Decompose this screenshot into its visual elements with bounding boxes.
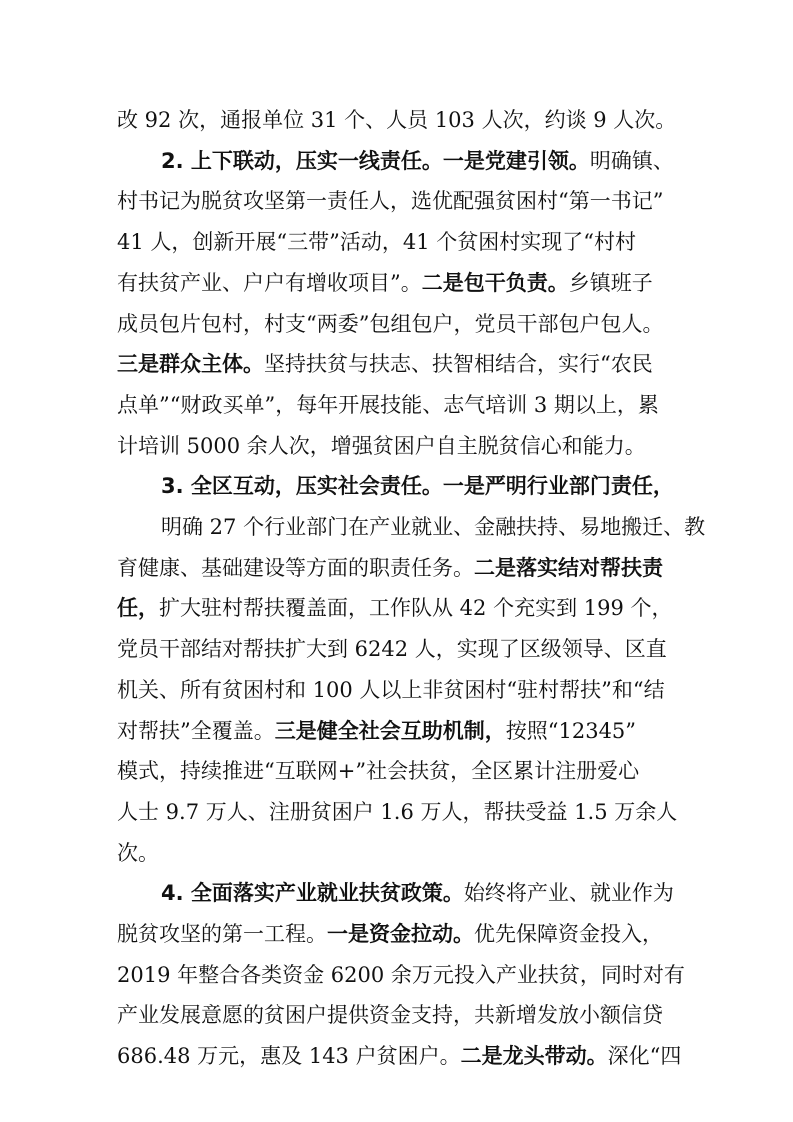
bold-heading-text: 二是包干负责。: [421, 270, 569, 295]
text-line: [0, 511, 793, 543]
text-line: [0, 226, 793, 258]
text-line: [0, 959, 793, 991]
body-text: 人士 9.7 万人、注册贫困户 1.6 万人，帮扶受益 1.5 万余人: [117, 799, 678, 824]
body-text: 明确镇、: [589, 148, 674, 173]
body-text: 机关、所有贫困村和 100 人以上非贫困村“驻村帮扶”和“结: [117, 677, 665, 702]
text-line: [0, 348, 793, 380]
body-text: 686.48 万元，惠及 143 户贫困户。: [117, 1044, 461, 1069]
bold-heading-text: 3. 全区互动，压实社会责任。一是严明行业部门责任，: [161, 474, 674, 499]
bold-heading-text: 4. 全面落实产业就业扶贫政策。: [161, 881, 464, 906]
bold-heading-text: 一是资金拉动。: [327, 922, 474, 946]
bold-heading-text: 二是龙头带动。: [460, 1044, 608, 1069]
body-text: 乡镇班子: [568, 270, 653, 295]
text-line: [0, 470, 793, 502]
body-text: 计培训 5000 余人次，增强贫困户自主脱贫信心和能力。: [117, 433, 646, 458]
text-line: [0, 145, 793, 177]
body-text: 深化“四: [607, 1044, 682, 1069]
text-line: [0, 715, 793, 747]
body-text: 有扶贫产业、户户有增收项目”。: [117, 270, 422, 295]
body-text: 脱贫攻坚的第一工程。: [117, 922, 327, 946]
text-line: [0, 185, 793, 217]
body-text: 始终将产业、就业作为: [463, 881, 674, 906]
text-line: [0, 877, 793, 909]
body-text: 明确 27 个行业部门在产业就业、金融扶持、易地搬迁、教: [161, 515, 706, 539]
body-text: 村书记为脱贫攻坚第一责任人，选优配强贫困村“第一书记”: [117, 189, 664, 214]
body-text: 育健康、基础建设等方面的职责任务。: [117, 555, 474, 580]
body-text: 2019 年整合各类资金 6200 余万元投入产业扶贫，同时对有: [117, 962, 685, 987]
body-text: 坚持扶贫与扶志、扶智相结合，实行“农民: [264, 352, 653, 377]
body-text: 模式，持续推进“互联网+”社会扶贫，全区累计注册爱心: [117, 759, 640, 784]
body-text: 改 92 次，通报单位 31 个、人员 103 人次，约谈 9 人次。: [117, 108, 677, 132]
text-line: [0, 552, 793, 584]
body-text: 对帮扶”全覆盖。: [117, 718, 275, 743]
text-line: [0, 592, 793, 624]
text-line: [0, 308, 793, 340]
body-text: 按照“12345”: [505, 718, 637, 743]
text-line: [0, 796, 793, 828]
body-text: 优先保障资金投入，: [474, 922, 663, 946]
bold-heading-text: 三是群众主体。: [117, 352, 264, 377]
text-line: [0, 430, 793, 462]
body-text: 党员干部结对帮扶扩大到 6242 人，实现了区级领导、区直: [117, 637, 667, 662]
text-line: [0, 267, 793, 299]
bold-heading-text: 三是健全社会互助机制，: [274, 718, 506, 743]
text-line: [0, 755, 793, 787]
bold-heading-text: 任，: [117, 596, 159, 621]
text-line: [0, 999, 793, 1031]
body-text: 点单”“财政买单”，每年开展技能、志气培训 3 期以上，累: [117, 392, 659, 417]
text-line: [0, 389, 793, 421]
bold-heading-text: 二是落实结对帮扶责: [474, 555, 663, 580]
body-text: 产业发展意愿的贫困户提供资金支持，共新增发放小额信贷: [117, 1003, 663, 1028]
body-text: 41 人，创新开展“三带”活动，41 个贫困村实现了“村村: [117, 230, 636, 255]
body-text: 扩大驻村帮扶覆盖面，工作队从 42 个充实到 199 个，: [159, 596, 673, 621]
text-line: [0, 674, 793, 706]
body-text: 次。: [117, 840, 159, 865]
body-text: 成员包片包村，村支“两委”包组包户，党员干部包户包人。: [117, 311, 664, 336]
text-line: [0, 837, 793, 869]
text-line: [0, 104, 793, 136]
bold-heading-text: 2. 上下联动，压实一线责任。一是党建引领。: [161, 148, 590, 173]
text-line: [0, 918, 793, 950]
text-line: [0, 1040, 793, 1072]
text-line: [0, 633, 793, 665]
